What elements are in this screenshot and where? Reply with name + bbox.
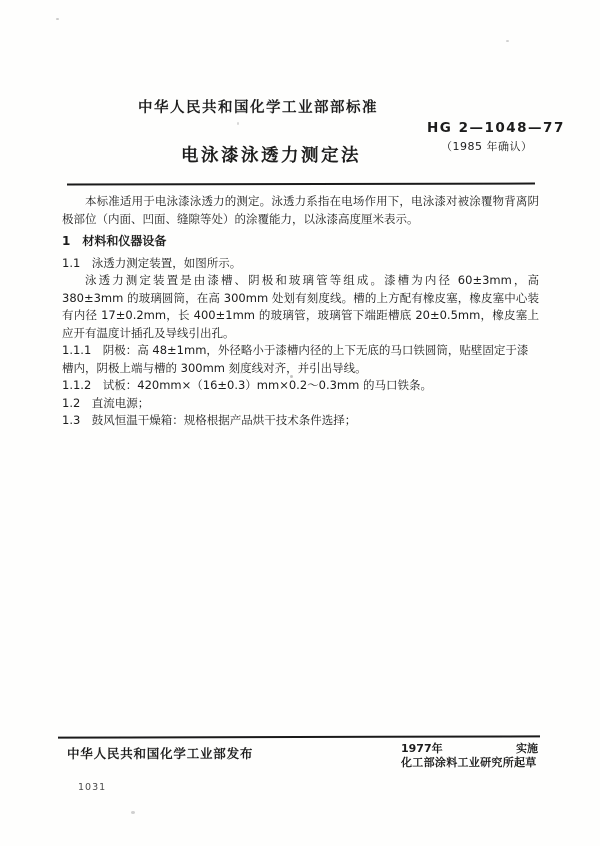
footer-divider-rule — [58, 735, 540, 738]
page-number: 1031 — [78, 782, 107, 793]
scan-speck — [56, 18, 59, 20]
device-description-paragraph: 泳透力测定装置是由漆槽、阴极和玻璃管等组成。漆槽为内径 60±3mm，高 380±3mm 的玻璃圆筒，在高 300mm 处划有刻度线。槽的上方配有橡皮塞，橡皮塞中心装有内径 17±0.2mm，长 400±1mm 的玻璃管，玻璃管下端距槽底 20±0.5mm，橡皮塞上应开有温度计插孔及导线引出孔。 — [62, 273, 539, 340]
scan-speck — [290, 375, 293, 378]
drafting-organization: 化工部涂料工业研究所起草 — [401, 755, 537, 769]
clause-1-2: 1.2 直流电源； — [62, 395, 150, 410]
footer-implementation-block — [401, 742, 538, 769]
section-1-heading: 1 材料和仪器设备 — [62, 234, 167, 248]
header-divider-rule — [67, 183, 535, 186]
implementation-year: 1977年 — [401, 742, 443, 755]
intro-paragraph: 本标准适用于电泳漆泳透力的测定。泳透力系指在电场作用下，电泳漆对被涂覆物背离阴极部位（内面、凹面、缝隙等处）的涂覆能力，以泳漆高度厘米表示。 — [62, 194, 539, 226]
footer-publisher: 中华人民共和国化学工业部发布 — [67, 746, 254, 761]
document-title: 电泳漆泳透力测定法 — [181, 146, 361, 166]
standard-code: HG 2—1048—77 — [427, 120, 565, 136]
scan-speck — [506, 40, 509, 42]
confirmation-year: （1985 年确认） — [441, 140, 533, 153]
implementation-label: 实施 — [516, 742, 538, 755]
clause-1-1: 1.1 泳透力测定装置，如图所示。 — [62, 255, 242, 270]
scan-speck — [131, 811, 135, 814]
clause-1-3: 1.3 鼓风恒温干燥箱：规格根据产品烘干技术条件选择； — [62, 413, 357, 427]
scan-speck — [237, 122, 239, 125]
document-body — [62, 193, 539, 430]
standard-issuer-heading: 中华人民共和国化学工业部部标准 — [138, 100, 378, 116]
clause-1-1-2: 1.1.2 试板：420mm×（16±0.3）mm×0.2～0.3mm 的马口铁条。 — [62, 378, 432, 392]
clause-1-1-1: 1.1.1 阴极：高 48±1mm，外径略小于漆槽内径的上下无底的马口铁圆筒，贴壁固定于漆槽内，阴极上端与槽的 300mm 刻度线对齐，并引出导线。 — [62, 343, 529, 375]
